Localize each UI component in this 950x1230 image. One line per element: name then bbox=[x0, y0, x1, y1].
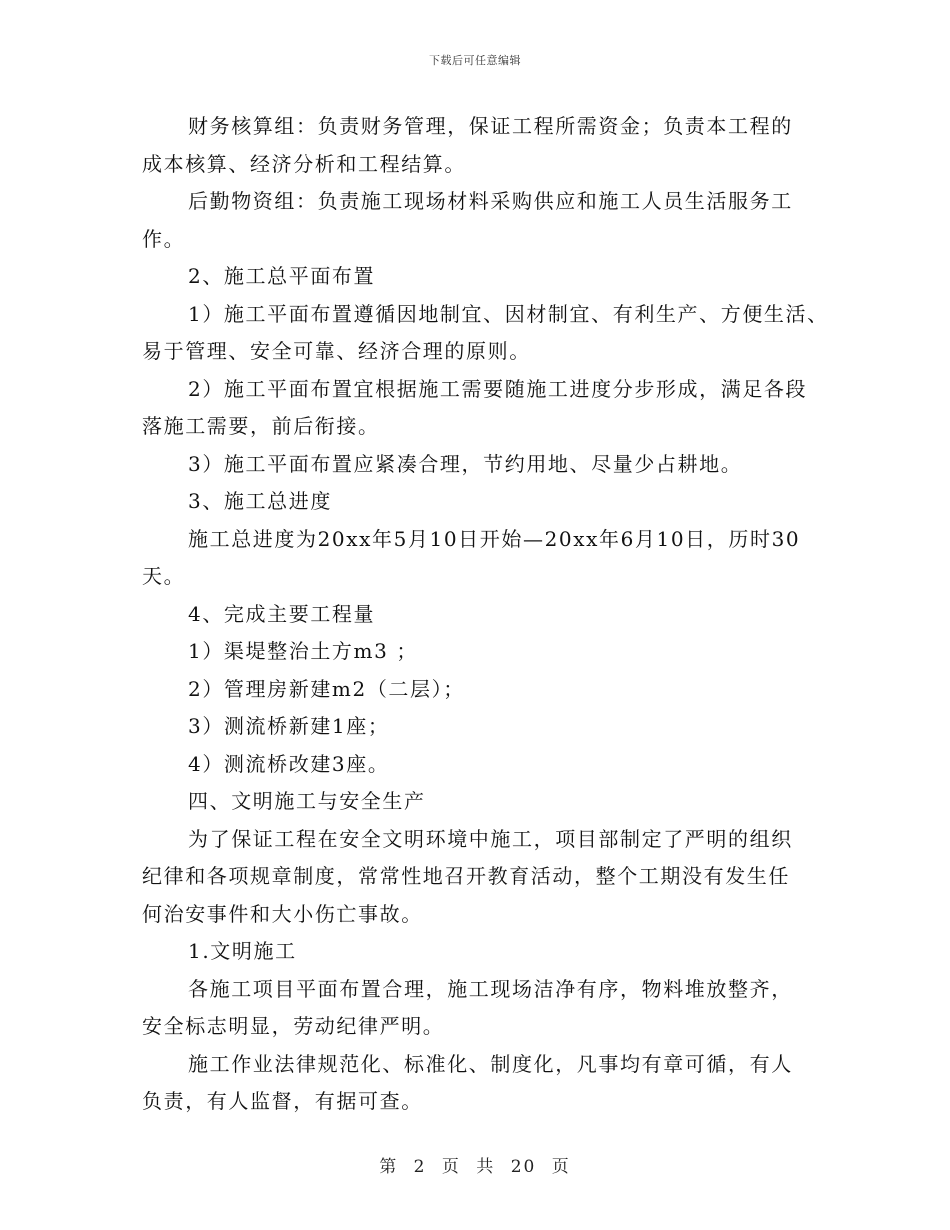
text-line: 易于管理、安全可靠、经济合理的原则。 bbox=[142, 339, 531, 363]
page-header: 下载后可任意编辑 bbox=[429, 54, 521, 67]
page-footer bbox=[0, 1152, 950, 1177]
text-line: 施工总进度为20xx年5月10日开始—20xx年6月10日，历时30 bbox=[188, 526, 801, 551]
text-line: 作。 bbox=[142, 226, 186, 251]
footer-page-number: 2 bbox=[413, 1157, 427, 1177]
text-line: 1）施工平面布置遵循因地制宜、因材制宜、有利生产、方便生活、 bbox=[188, 301, 829, 326]
footer-total-pages: 20 bbox=[510, 1157, 537, 1177]
footer-suffix: 页 bbox=[551, 1157, 571, 1177]
footer-page-label: 页 bbox=[441, 1157, 461, 1177]
document-body bbox=[142, 108, 829, 1121]
text-line: 3、施工总进度 bbox=[188, 489, 332, 513]
text-line: 3）施工平面布置应紧凑合理，节约用地、尽量少占耕地。 bbox=[188, 451, 743, 476]
text-line: 1）渠堤整治土方m3 ； bbox=[188, 639, 418, 663]
text-line: 负责，有人监督，有据可查。 bbox=[142, 1089, 423, 1113]
text-line: 纪律和各项规章制度，常常性地召开教育活动，整个工期没有发生任 bbox=[142, 864, 790, 888]
text-line: 天。 bbox=[142, 564, 186, 588]
text-line: 后勤物资组：负责施工现场材料采购供应和施工人员生活服务工 bbox=[188, 189, 793, 213]
text-line: 施工作业法律规范化、标准化、制度化，凡事均有章可循，有人 bbox=[188, 1051, 793, 1076]
text-line: 2）管理房新建m2（二层）； bbox=[188, 676, 465, 701]
text-line: 4）测流桥改建3座。 bbox=[188, 751, 390, 776]
text-line: 3）测流桥新建1座； bbox=[188, 714, 390, 738]
text-line: 财务核算组：负责财务管理，保证工程所需资金；负责本工程的 bbox=[188, 114, 793, 138]
text-line: 成本核算、经济分析和工程结算。 bbox=[142, 151, 466, 176]
text-line: 2）施工平面布置宜根据施工需要随施工进度分步形成，满足各段 bbox=[188, 376, 808, 401]
text-line: 四、文明施工与安全生产 bbox=[188, 789, 426, 813]
footer-prefix: 第 bbox=[379, 1157, 399, 1177]
text-line: 安全标志明显，劳动纪律严明。 bbox=[142, 1014, 445, 1038]
footer-total-label: 共 bbox=[476, 1157, 496, 1177]
text-line: 1.文明施工 bbox=[188, 939, 297, 963]
text-line: 为了保证工程在安全文明环境中施工，项目部制定了严明的组织 bbox=[188, 826, 793, 851]
text-line: 落施工需要，前后衔接。 bbox=[142, 414, 380, 438]
text-line: 2、施工总平面布置 bbox=[188, 264, 376, 288]
text-line: 各施工项目平面布置合理，施工现场洁净有序，物料堆放整齐， bbox=[188, 976, 793, 1001]
text-line: 4、完成主要工程量 bbox=[188, 601, 376, 626]
text-line: 何治安事件和大小伤亡事故。 bbox=[142, 901, 423, 926]
